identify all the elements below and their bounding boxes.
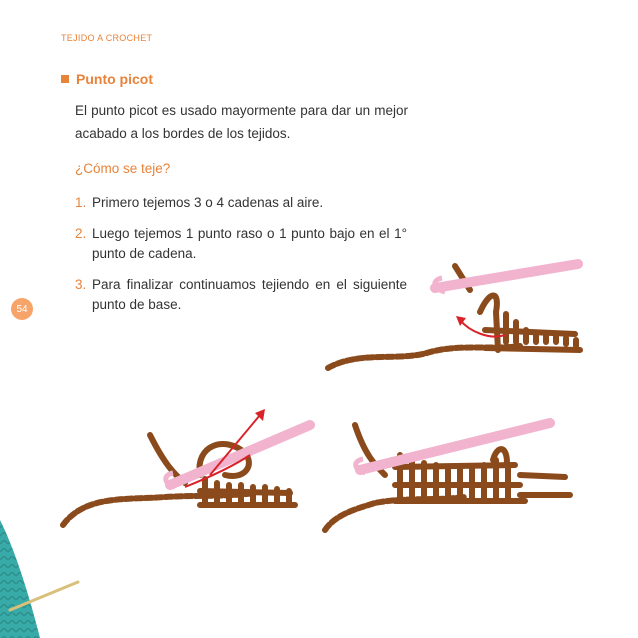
subheading: ¿Cómo se teje? — [75, 161, 171, 176]
step-number: 3. — [75, 277, 87, 292]
section-title — [61, 71, 153, 87]
step-item — [75, 193, 407, 213]
step-text: Primero tejemos 3 o 4 cadenas al aire. — [92, 195, 324, 210]
step-number: 1. — [75, 195, 87, 210]
square-bullet-icon — [61, 75, 69, 83]
step-text: Luego tejemos 1 punto raso o 1 punto bajo en el 1° punto de cadena. — [92, 226, 407, 261]
step-number: 2. — [75, 226, 87, 241]
picot-step-1-illustration — [320, 250, 590, 380]
picot-step-3-illustration — [315, 405, 585, 535]
page-number-badge: 54 — [11, 298, 33, 320]
picot-step-2-illustration — [55, 405, 315, 535]
intro-paragraph: El punto picot es usado mayormente para dar un mejor acabado a los bordes de los tejidos. — [75, 103, 408, 141]
step-text: Para finalizar continuamos tejiendo en el siguiente punto de base. — [92, 277, 407, 312]
section-title-text: Punto picot — [76, 71, 153, 87]
running-head: TEJIDO A CROCHET — [61, 33, 153, 43]
